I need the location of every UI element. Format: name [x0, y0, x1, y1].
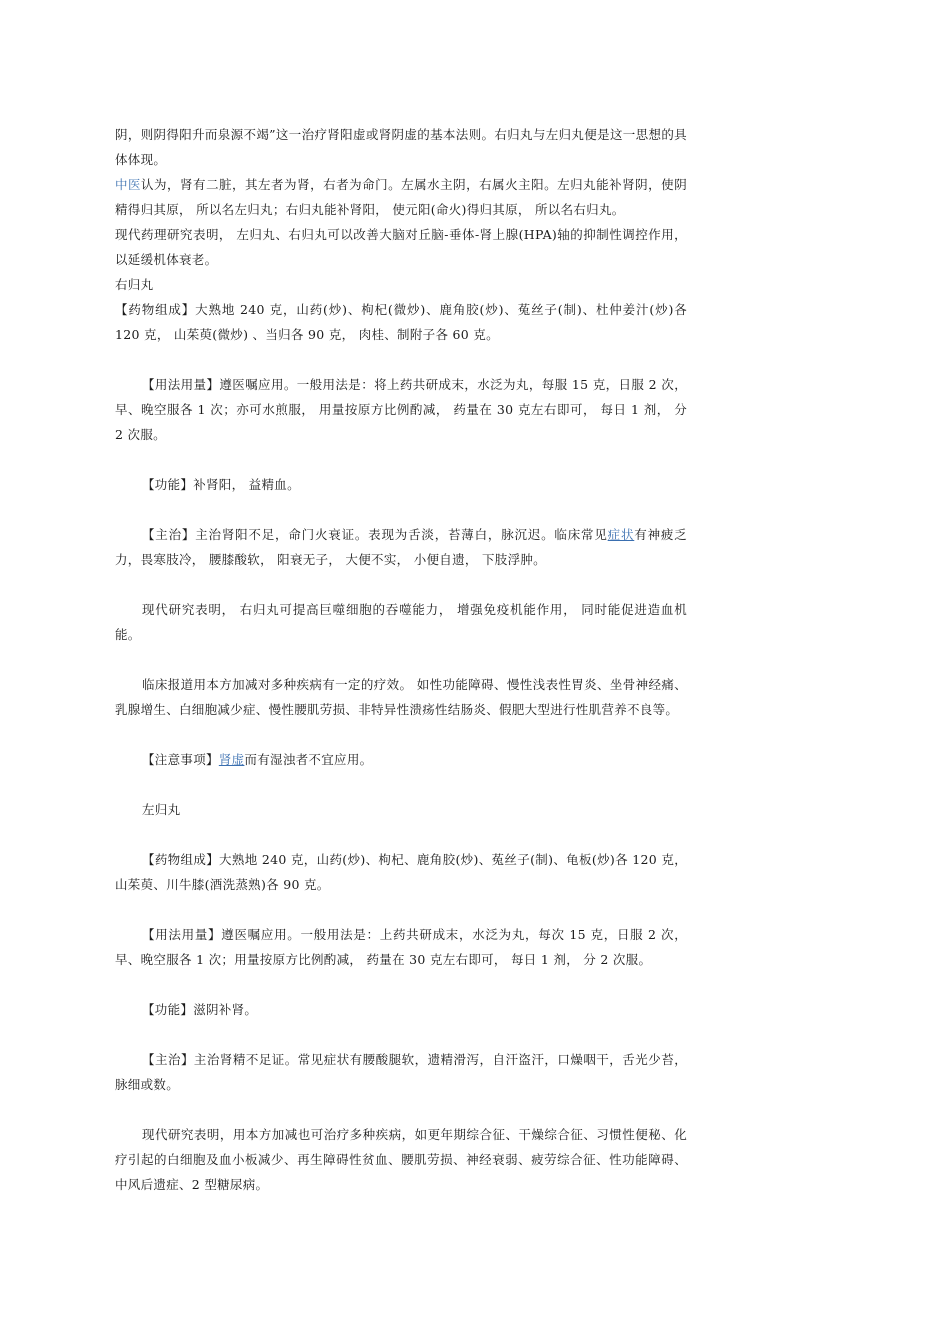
pharmacology-paragraph: 现代药理研究表明， 左归丸、右归丸可以改善大脑对丘脑-垂体-肾上腺(HPA)轴的抑制性调控作用，以延缓机体衰老。: [115, 227, 687, 267]
intro-paragraph: 阴，则阴得阳升而泉源不竭”这一治疗肾阳虚或肾阴虚的基本法则。右归丸与左归丸便是这一思想的具体体现。: [115, 127, 687, 167]
you-gui-usage: 【用法用量】遵医嘱应用。一般用法是：将上药共研成末，水泛为丸，每服 15 克，日服 2 次，早、晚空服各 1 次；亦可水煎服， 用量按原方比例酌减， 药量在 30 克左右即可， 每日 1 剂， 分 2 次服。: [115, 377, 687, 442]
kidney-deficiency-link[interactable]: 肾虚: [218, 752, 245, 767]
tcm-paragraph: [115, 172, 687, 222]
you-gui-caution: [115, 747, 687, 772]
zuo-gui-function: 【功能】滋阴补肾。: [142, 1002, 258, 1017]
zuo-gui-composition: 【药物组成】大熟地 240 克，山药(炒)、枸杞、鹿角胶(炒)、菟丝子(制)、龟板(炒)各 120 克，山茱萸、川牛膝(酒洗蒸熟)各 90 克。: [115, 852, 687, 892]
zuo-gui-indication: 【主治】主治肾精不足证。常见症状有腰酸腿软，遗精滑泻，自汗盗汗，口燥咽干，舌光少苔，脉细或数。: [115, 1052, 687, 1092]
you-gui-title: 右归丸: [115, 277, 154, 292]
document-body: [115, 122, 687, 1197]
you-gui-caution-post: 而有湿浊者不宜应用。: [244, 752, 373, 767]
tcm-text: 认为，肾有二脏，其左者为肾，右者为命门。左属水主阴，右属火主阳。左归丸能补肾阴，使阴精得归其原， 所以名左归丸；右归丸能补肾阳， 使元阳(命火)得归其原， 所以名右归丸。: [115, 177, 687, 217]
you-gui-indication-post: 有神疲乏力，畏寒肢冷， 腰膝酸软， 阳衰无子， 大便不实， 小便自遗， 下肢浮肿。: [115, 527, 687, 567]
you-gui-composition: 【药物组成】大熟地 240 克，山药(炒)、枸杞(微炒)、鹿角胶(炒)、菟丝子(制)、杜仲姜汁(炒)各 120 克， 山茱萸(微炒) 、当归各 90 克， 肉桂、制附子各 60 克。: [115, 302, 687, 342]
zuo-gui-title: 左归丸: [142, 802, 181, 817]
you-gui-research: 现代研究表明， 右归丸可提高巨噬细胞的吞噬能力， 增强免疫机能作用， 同时能促进造血机能。: [115, 602, 687, 642]
zuo-gui-research: 现代研究表明，用本方加减也可治疗多种疾病，如更年期综合征、干燥综合征、习惯性便秘、化疗引起的白细胞及血小板减少、再生障碍性贫血、腰肌劳损、神经衰弱、疲劳综合征、性功能障碍、中风后遗症、2 型糖尿病。: [115, 1127, 687, 1192]
you-gui-function: 【功能】补肾阳， 益精血。: [142, 477, 300, 492]
symptoms-link[interactable]: 症状: [607, 527, 635, 542]
you-gui-clinical: 临床报道用本方加减对多种疾病有一定的疗效。 如性功能障碍、慢性浅表性胃炎、坐骨神经痛、乳腺增生、白细胞减少症、慢性腰肌劳损、非特异性溃疡性结肠炎、假肥大型进行性肌营养不良等。: [115, 677, 687, 717]
tcm-link[interactable]: 中医: [115, 177, 142, 192]
you-gui-indication: [115, 522, 687, 572]
zuo-gui-usage: 【用法用量】遵医嘱应用。一般用法是：上药共研成末，水泛为丸，每次 15 克，日服 2 次，早、晚空服各 1 次；用量按原方比例酌减， 药量在 30 克左右即可， 每日 1 剂， 分 2 次服。: [115, 927, 687, 967]
you-gui-caution-pre: 【注意事项】: [142, 752, 219, 767]
you-gui-indication-pre: 【主治】主治肾阳不足，命门火衰证。表现为舌淡，苔薄白，脉沉迟。临床常见: [142, 527, 608, 542]
